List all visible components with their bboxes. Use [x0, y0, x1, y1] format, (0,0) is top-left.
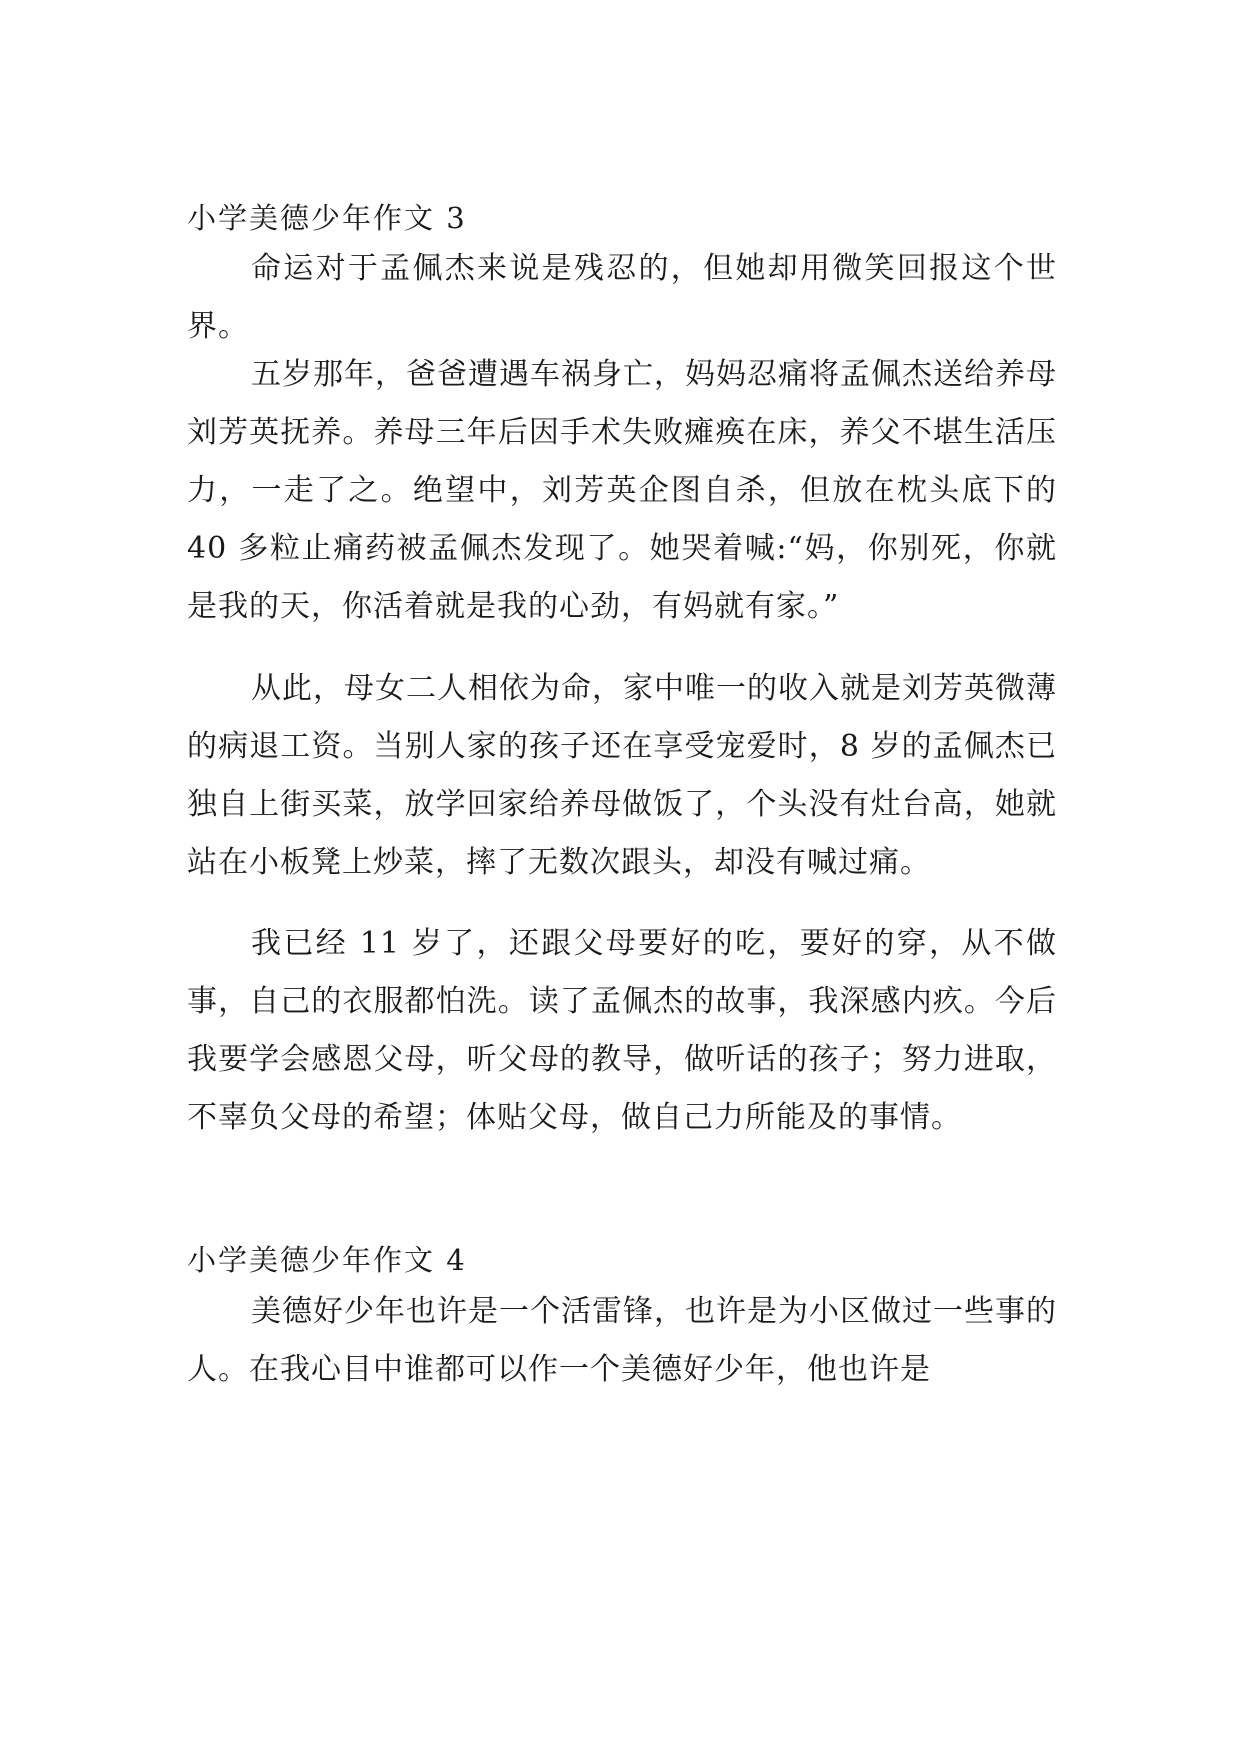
section-heading: 小学美德少年作文 4 — [187, 1243, 467, 1277]
paragraph: 美德好少年也许是一个活雷锋，也许是为小区做过一些事的人。在我心目中谁都可以作一个美德好少年，他也许是 — [187, 1294, 1057, 1387]
paragraph: 命运对于孟佩杰来说是残忍的，但她却用微笑回报这个世界。 — [187, 251, 1057, 344]
paragraph: 我已经 11 岁了，还跟父母要好的吃，要好的穿，从不做事，自己的衣服都怕洗。读了孟佩杰的故事，我深感内疚。今后我要学会感恩父母，听父母的教导，做听话的孩子；努力进取，不辜负父母的希望；体贴父母，做自己力所能及的事情。 — [187, 926, 1057, 1135]
paragraph: 从此，母女二人相依为命，家中唯一的收入就是刘芳英微薄的病退工资。当别人家的孩子还在享受宠爱时，8 岁的孟佩杰已独自上街买菜，放学回家给养母做饭了，个头没有灶台高，她就站在小板凳上炒菜，摔了无数次跟头，却没有喊过痛。 — [187, 671, 1057, 880]
paragraph: 五岁那年，爸爸遭遇车祸身亡，妈妈忍痛将孟佩杰送给养母刘芳英抚养。养母三年后因手术失败瘫痪在床，养父不堪生活压力，一走了之。绝望中，刘芳英企图自杀，但放在枕头底下的 40 多粒止痛药被孟佩杰发现了。她哭着喊:“妈，你别死，你就是我的天，你活着就是我的心劲，有妈就有家。” — [187, 357, 1057, 624]
section-heading: 小学美德少年作文 3 — [187, 201, 467, 235]
document-page — [187, 0, 1057, 1754]
